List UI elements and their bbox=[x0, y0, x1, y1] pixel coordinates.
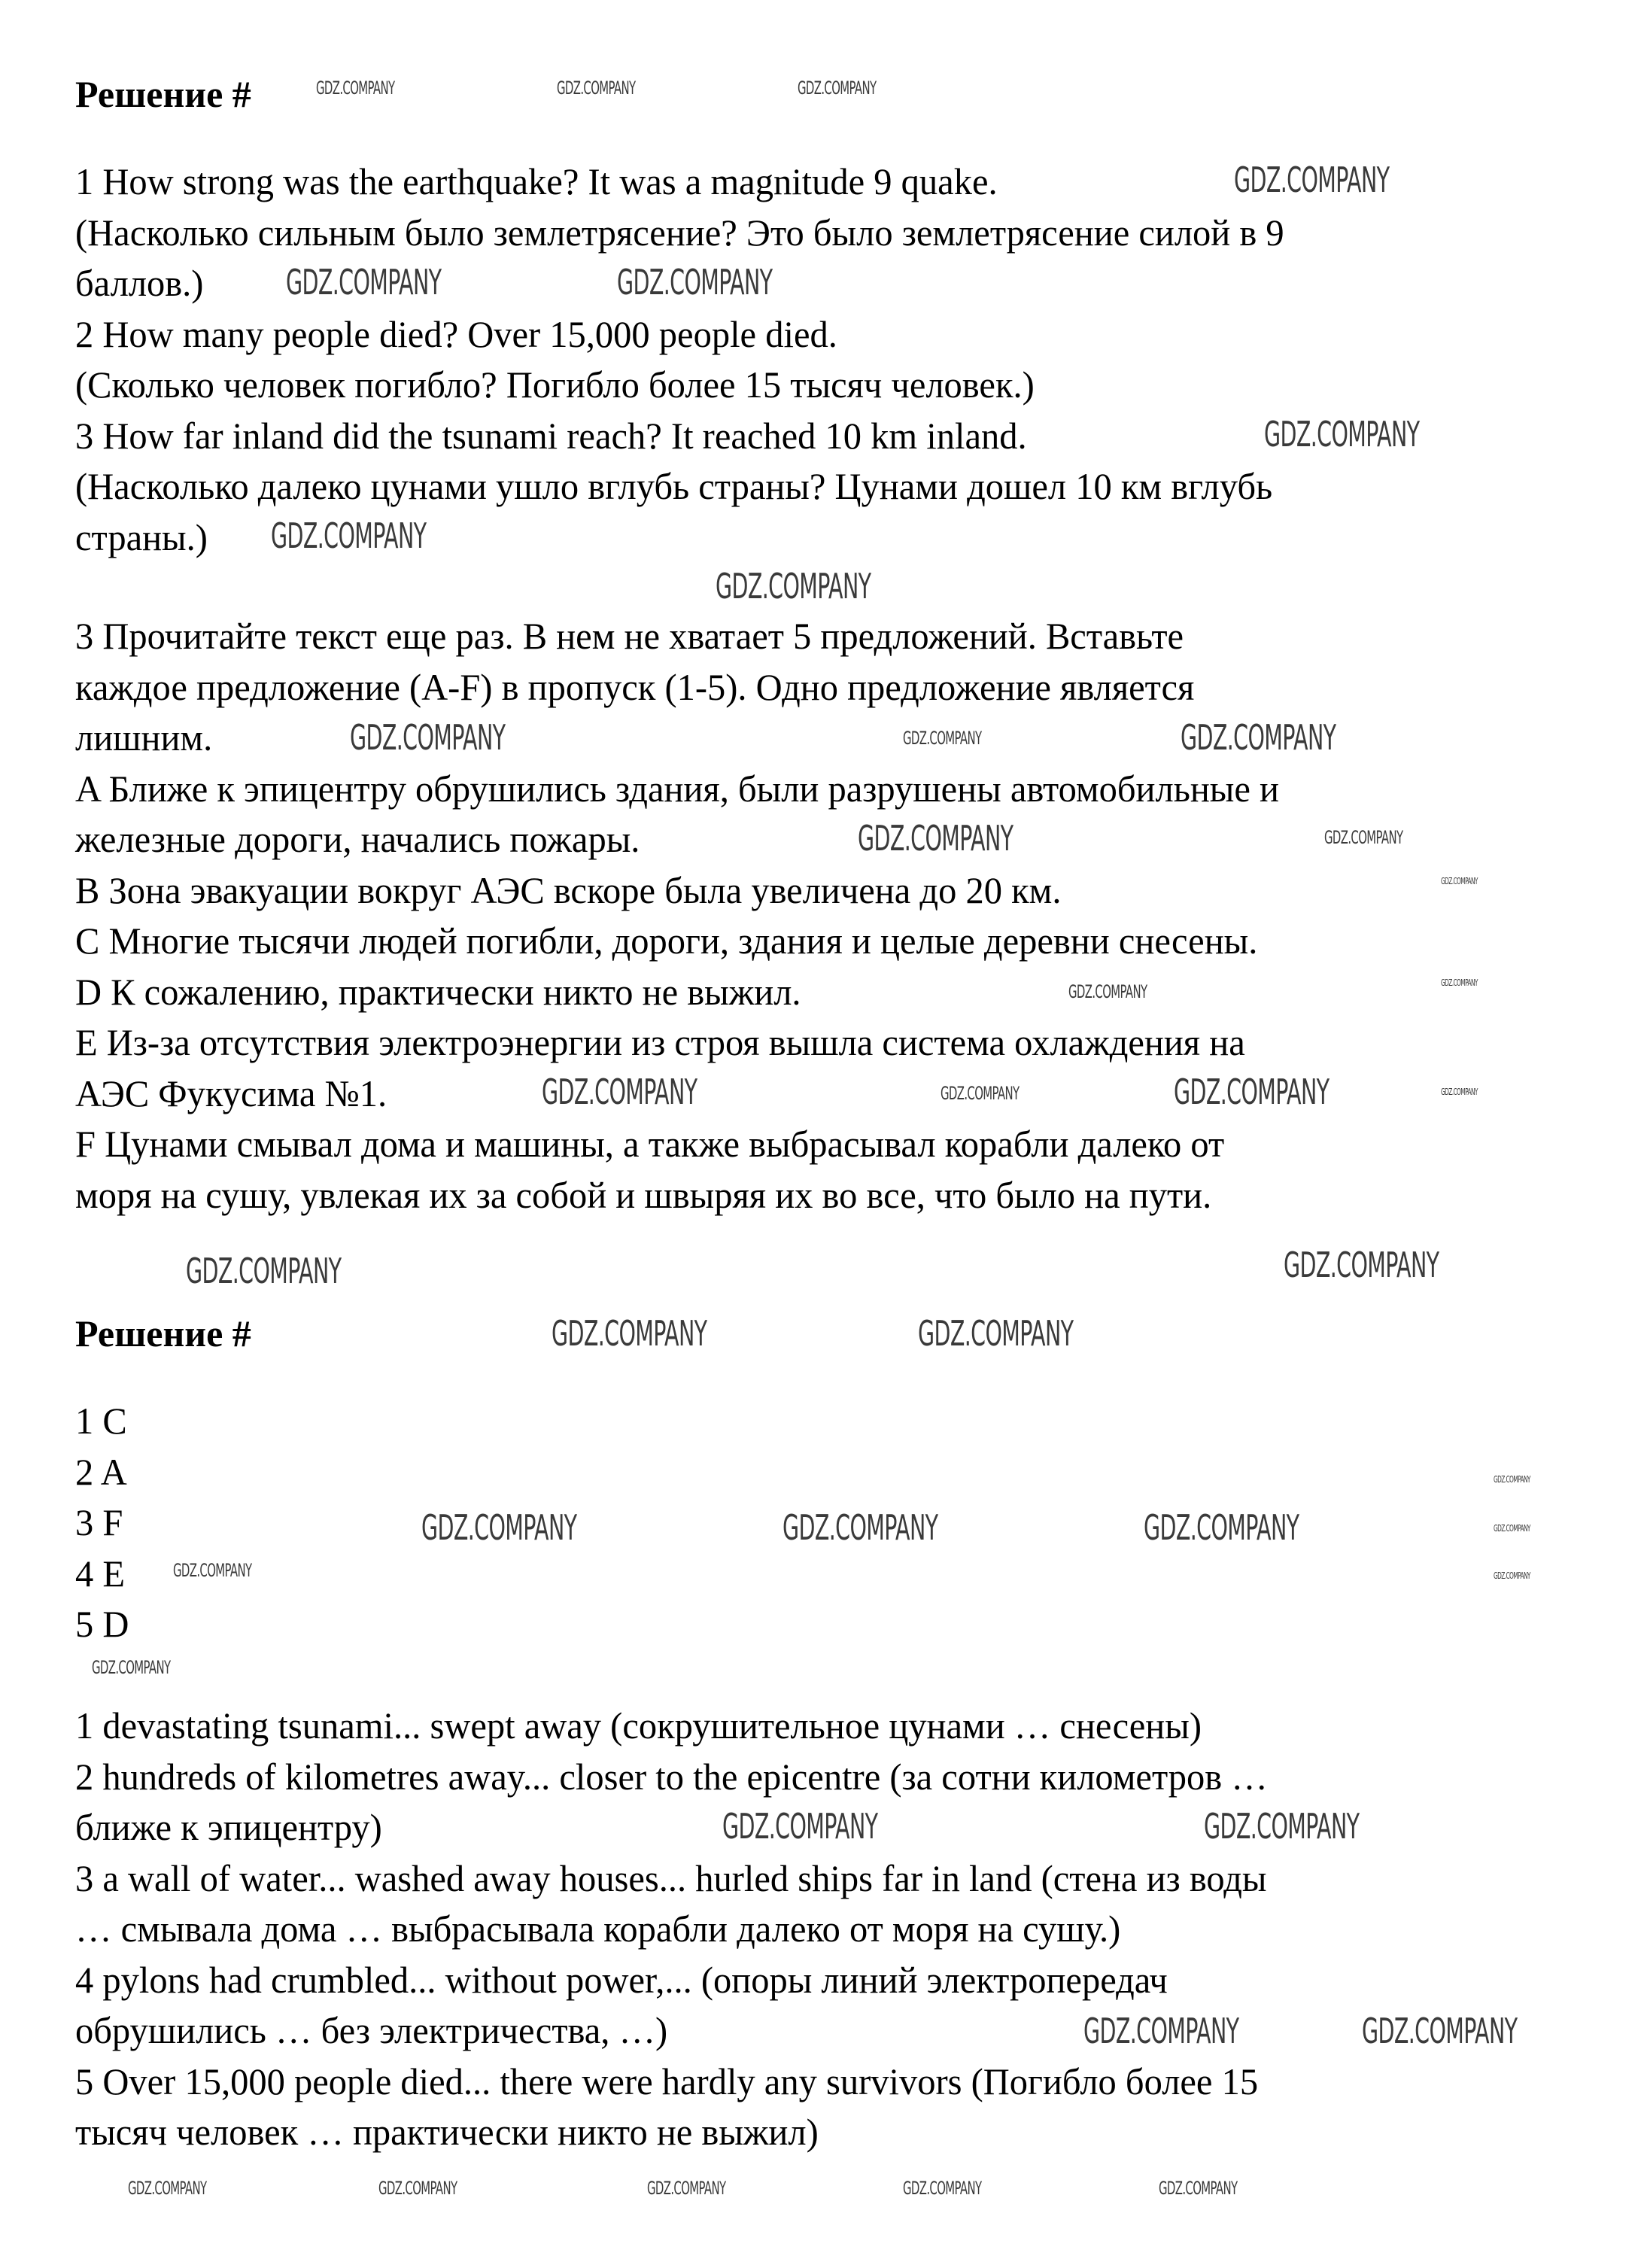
explanation-line: ближе к эпицентру) bbox=[75, 1806, 382, 1848]
task-block bbox=[75, 611, 1316, 1221]
watermark: GDZ.COMPANY bbox=[378, 2178, 457, 2199]
answer-key: 1 C bbox=[75, 1400, 127, 1442]
watermark: GDZ.COMPANY bbox=[722, 1806, 878, 1847]
watermark: GDZ.COMPANY bbox=[783, 1507, 938, 1548]
option-line: C Многие тысячи людей погибли, дороги, здания и целые деревни снесены. bbox=[75, 920, 1258, 962]
watermark: GDZ.COMPANY bbox=[1159, 2178, 1238, 2199]
watermark: GDZ.COMPANY bbox=[552, 1313, 707, 1354]
watermark: GDZ.COMPANY bbox=[350, 717, 506, 758]
watermark: GDZ.COMPANY bbox=[1494, 1570, 1530, 1581]
answer-key: 4 E bbox=[75, 1552, 126, 1595]
watermark: GDZ.COMPANY bbox=[173, 1560, 252, 1581]
watermark: GDZ.COMPANY bbox=[1068, 981, 1147, 1002]
watermark: GDZ.COMPANY bbox=[1174, 1072, 1330, 1112]
watermark: GDZ.COMPANY bbox=[1204, 1806, 1360, 1847]
explanation-line: 4 pylons had crumbled... without power,... (опоры линий электропередач bbox=[75, 1958, 1168, 2001]
watermark: GDZ.COMPANY bbox=[716, 566, 871, 607]
explanation-line: 3 a wall of water... washed away houses... hurled ships far in land (стена из воды bbox=[75, 1856, 1267, 1899]
watermark: GDZ.COMPANY bbox=[186, 1251, 342, 1291]
task-line: 3 Прочитайте текст еще раз. В нем не хватает 5 предложений. Вставьте bbox=[75, 615, 1184, 657]
text-line: (Насколько сильным было землетрясение? Это было землетрясение силой в 9 bbox=[75, 211, 1284, 254]
text-line: (Насколько далеко цунами ушло вглубь страны? Цунами дошел 10 км вглубь bbox=[75, 465, 1273, 507]
watermark: GDZ.COMPANY bbox=[271, 515, 427, 556]
text-line: 2 How many people died? Over 15,000 people died. bbox=[75, 312, 837, 355]
watermark: GDZ.COMPANY bbox=[1441, 876, 1478, 886]
watermark: GDZ.COMPANY bbox=[858, 818, 1013, 859]
option-line: моря на сушу, увлекая их за собой и швыряя их во все, что было на пути. bbox=[75, 1173, 1212, 1216]
answer-key: 5 D bbox=[75, 1603, 129, 1645]
explanation-line: … смывала дома … выбрасывала корабли далеко от моря на сушу.) bbox=[75, 1908, 1121, 1950]
text-line: баллов.) bbox=[75, 262, 204, 304]
option-line: АЭС Фукусима №1. bbox=[75, 1072, 387, 1114]
watermark: GDZ.COMPANY bbox=[617, 262, 773, 303]
watermark: GDZ.COMPANY bbox=[557, 78, 636, 99]
option-line: B Зона эвакуации вокруг АЭС вскоре была увеличена до 20 км. bbox=[75, 868, 1062, 911]
watermark: GDZ.COMPANY bbox=[941, 1083, 1020, 1104]
watermark: GDZ.COMPANY bbox=[1264, 414, 1420, 455]
explanations-block bbox=[75, 1701, 1305, 2158]
option-line: E Из-за отсутствия электроэнергии из строя вышла система охлаждения на bbox=[75, 1021, 1245, 1063]
explanation-line: обрушились … без электричества, …) bbox=[75, 2009, 668, 2051]
watermark: GDZ.COMPANY bbox=[1441, 977, 1478, 988]
watermark: GDZ.COMPANY bbox=[1284, 1245, 1439, 1285]
watermark: GDZ.COMPANY bbox=[128, 2178, 207, 2199]
watermark: GDZ.COMPANY bbox=[1181, 717, 1336, 758]
option-line: A Ближе к эпицентру обрушились здания, были разрушены автомобильные и bbox=[75, 767, 1279, 810]
option-line: F Цунами смывал дома и машины, а также выбрасывал корабли далеко от bbox=[75, 1123, 1225, 1165]
text-line: 3 How far inland did the tsunami reach? It reached 10 km inland. bbox=[75, 414, 1027, 457]
explanation-line: 2 hundreds of kilometres away... closer to the epicentre (за сотни километров … bbox=[75, 1755, 1268, 1798]
answer-keys bbox=[75, 1396, 131, 1650]
watermark: GDZ.COMPANY bbox=[1083, 2011, 1239, 2051]
watermark: GDZ.COMPANY bbox=[1144, 1507, 1299, 1548]
answer-key: 2 A bbox=[75, 1450, 127, 1493]
watermark: GDZ.COMPANY bbox=[286, 262, 442, 303]
watermark: GDZ.COMPANY bbox=[1494, 1474, 1530, 1485]
watermark: GDZ.COMPANY bbox=[1324, 827, 1403, 848]
watermark: GDZ.COMPANY bbox=[903, 2178, 982, 2199]
text-line: страны.) bbox=[75, 515, 208, 558]
watermark: GDZ.COMPANY bbox=[903, 728, 982, 749]
answer-key: 3 F bbox=[75, 1501, 123, 1543]
watermark: GDZ.COMPANY bbox=[316, 78, 395, 99]
explanation-line: 5 Over 15,000 people died... there were hardly any survivors (Погибло более 15 bbox=[75, 2060, 1259, 2102]
watermark: GDZ.COMPANY bbox=[798, 78, 877, 99]
watermark: GDZ.COMPANY bbox=[92, 1657, 171, 1678]
watermark: GDZ.COMPANY bbox=[1234, 160, 1390, 200]
answers-block-1 bbox=[75, 157, 1321, 563]
watermark: GDZ.COMPANY bbox=[1441, 1087, 1478, 1097]
task-line: каждое предложение (A-F) в пропуск (1-5). Одно предложение является bbox=[75, 665, 1195, 708]
watermark: GDZ.COMPANY bbox=[647, 2178, 726, 2199]
text-line: (Сколько человек погибло? Погибло более 15 тысяч человек.) bbox=[75, 363, 1035, 406]
watermark: GDZ.COMPANY bbox=[542, 1072, 697, 1112]
watermark: GDZ.COMPANY bbox=[918, 1313, 1074, 1354]
watermark: GDZ.COMPANY bbox=[1362, 2011, 1518, 2051]
solution-heading-1: Решение # bbox=[75, 73, 251, 115]
text-line: 1 How strong was the earthquake? It was a magnitude 9 quake. bbox=[75, 160, 998, 202]
explanation-line: тысяч человек … практически никто не выжил) bbox=[75, 2111, 819, 2153]
explanation-line: 1 devastating tsunami... swept away (сокрушительное цунами … снесены) bbox=[75, 1704, 1202, 1747]
watermark: GDZ.COMPANY bbox=[1494, 1523, 1530, 1534]
watermark: GDZ.COMPANY bbox=[421, 1507, 577, 1548]
task-line: лишним. bbox=[75, 716, 213, 759]
option-line: железные дороги, начались пожары. bbox=[75, 818, 640, 860]
solution-heading-2: Решение # bbox=[75, 1312, 251, 1354]
option-line: D К сожалению, практически никто не выжил. bbox=[75, 970, 801, 1013]
